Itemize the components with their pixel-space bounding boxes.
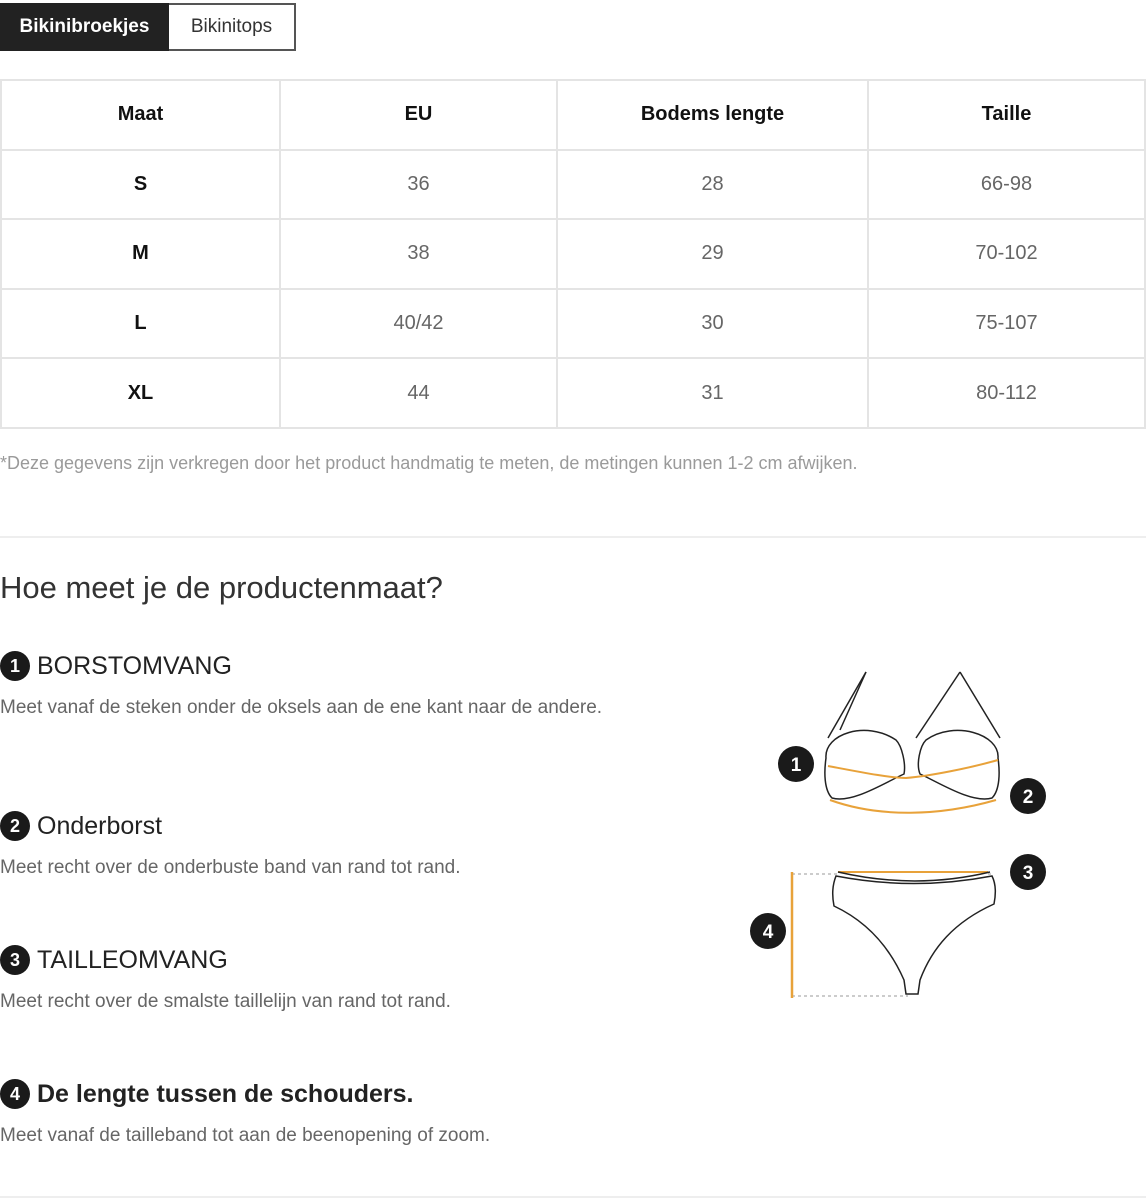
cell-waist: 70-102 — [868, 219, 1145, 289]
step-title: De lengte tussen de schouders. — [37, 1079, 414, 1108]
table-row — [1, 219, 1145, 289]
header-bodems-lengte: Bodems lengte — [557, 80, 868, 150]
step-number-badge: 3 — [0, 945, 30, 975]
step-title: TAILLEOMVANG — [37, 945, 228, 974]
cell-waist: 66-98 — [868, 150, 1145, 220]
size-tabs — [0, 3, 296, 51]
guide-heading: Hoe meet je de productenmaat? — [0, 570, 443, 605]
svg-text:4: 4 — [762, 922, 774, 943]
step-number-badge: 4 — [0, 1079, 30, 1109]
step-lengte — [0, 1079, 680, 1149]
left-back-strap — [840, 672, 866, 730]
step-onderborst — [0, 811, 680, 881]
tab-bikinitops[interactable]: Bikinitops — [169, 3, 296, 51]
svg-text:2: 2 — [1022, 787, 1034, 808]
cell-size: M — [1, 219, 280, 289]
cell-length: 30 — [557, 289, 868, 359]
left-cup — [825, 730, 905, 799]
cell-eu: 40/42 — [280, 289, 557, 359]
cell-eu: 44 — [280, 358, 557, 428]
cell-length: 29 — [557, 219, 868, 289]
step-description: Meet vanaf de tailleband tot aan de beenopening of zoom. — [0, 1125, 491, 1146]
cell-eu: 36 — [280, 150, 557, 220]
cell-eu: 38 — [280, 219, 557, 289]
step-number-badge: 1 — [0, 651, 30, 681]
cell-length: 28 — [557, 150, 868, 220]
step-description: Meet vanaf de steken onder de oksels aan de ene kant naar de andere. — [0, 697, 603, 718]
divider — [0, 536, 1146, 538]
step-number-badge: 2 — [0, 811, 30, 841]
step-title: Onderborst — [37, 811, 163, 840]
step-description: Meet recht over de smalste taillelijn van rand tot rand. — [0, 991, 451, 1012]
marker-1 — [778, 746, 814, 782]
step-borstomvang — [0, 651, 680, 721]
table-row — [1, 150, 1145, 220]
marker-3 — [1010, 854, 1046, 890]
header-eu: EU — [280, 80, 557, 150]
cell-length: 31 — [557, 358, 868, 428]
table-header-row — [1, 80, 1145, 150]
step-title: BORSTOMVANG — [37, 651, 232, 680]
step-description: Meet recht over de onderbuste band van rand tot rand. — [0, 857, 461, 878]
cell-size: L — [1, 289, 280, 359]
size-table — [0, 79, 1146, 429]
svg-text:3: 3 — [1022, 863, 1034, 884]
right-cup — [918, 730, 999, 799]
bikini-measurement-diagram — [740, 660, 1070, 1010]
bottom-divider — [0, 1196, 1146, 1198]
brief-shape — [833, 876, 996, 994]
right-strap — [916, 672, 960, 738]
table-row — [1, 358, 1145, 428]
left-strap — [828, 672, 866, 738]
header-taille: Taille — [868, 80, 1145, 150]
cell-size: XL — [1, 358, 280, 428]
cell-waist: 80-112 — [868, 358, 1145, 428]
marker-2 — [1010, 778, 1046, 814]
measurement-note: *Deze gegevens zijn verkregen door het product handmatig te meten, de metingen kunnen 1-2 cm afwijken. — [0, 453, 858, 473]
right-back-strap — [960, 672, 1000, 738]
cell-size: S — [1, 150, 280, 220]
table-row — [1, 289, 1145, 359]
cell-waist: 75-107 — [868, 289, 1145, 359]
marker-4 — [750, 913, 786, 949]
svg-text:1: 1 — [790, 755, 802, 776]
underbust-measure-line — [830, 800, 996, 813]
step-tailleomvang — [0, 945, 680, 1015]
tab-bikinibroekjes[interactable]: Bikinibroekjes — [0, 3, 169, 51]
header-maat: Maat — [1, 80, 280, 150]
